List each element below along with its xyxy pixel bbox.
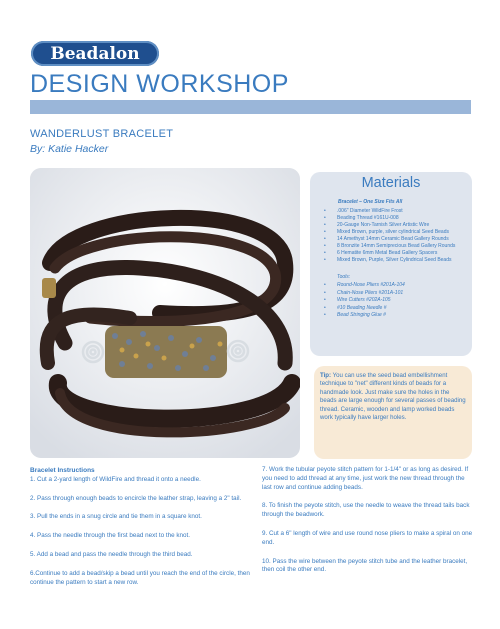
instruction-step: 1. Cut a 2-yard length of WildFire and thread it onto a needle. xyxy=(30,475,201,483)
instruction-step: 5. Add a bead and pass the needle through the third bead. xyxy=(30,550,193,558)
title-banner xyxy=(30,100,471,114)
instructions-right-column xyxy=(262,466,474,585)
list-item: • Mixed Brown, purple, silver cylindrical Seed Beads xyxy=(324,229,455,236)
instruction-step: 9. Cut a 6" length of wire and use round nose pliers to make a spiral on one end. xyxy=(262,529,473,546)
tools-heading: Tools: xyxy=(337,274,351,280)
instruction-step: 3. Pull the ends in a snug circle and tie them in a square knot. xyxy=(30,513,202,521)
project-author: By: Katie Hacker xyxy=(30,143,109,155)
beadalon-logo: Beadalon xyxy=(31,41,159,66)
tip-text: You can use the seed bead embellishment technique to "net" different kinds of beads for a handmade look. Just make sure the holes in the beads are large enough for several passes of beading thread. Ceramic, wooden and lamp worked beads work typically have larger holes. xyxy=(320,372,466,422)
instructions-left-column xyxy=(30,467,250,597)
instruction-step: 7. Work the tubular peyote stitch pattern for 1-1/4" or as long as desired. If you need to add thread at any time, just work the new thread through the last row and continue adding beads. xyxy=(262,466,469,491)
materials-list xyxy=(324,208,455,264)
list-item: • Mixed Brown, Purple, Silver Cylindrical Seed Beads xyxy=(324,257,455,264)
bracelet-photo xyxy=(30,168,300,458)
instruction-step: 2. Pass through enough beads to encircle the leather strap, leaving a 2" tail. xyxy=(30,494,242,502)
list-item: • Beading Thread #161U-008 xyxy=(324,215,455,222)
list-item: • .006" Diameter WildFire Frost xyxy=(324,208,455,215)
instruction-step: 10. Pass the wire between the peyote stitch tube and the leather bracelet, then coil the other end. xyxy=(262,557,468,574)
list-item: • 6 Hematite 6mm Metal Bead Gallery Spacers xyxy=(324,250,455,257)
instructions-heading: Bracelet Instructions xyxy=(30,467,95,474)
instruction-step: 6.Continue to add a bead/skip a bead until you reach the end of the circle, then continue the pattern to start a new row. xyxy=(30,569,250,586)
list-item: • #10 Beading Needle # xyxy=(324,305,405,313)
series-title: DESIGN WORKSHOP xyxy=(30,70,289,98)
list-item: • Chain-Nose Pliers #201A-101 xyxy=(324,290,405,298)
materials-heading: Materials xyxy=(361,175,421,191)
list-item: • Round-Nose Pliers #201A-104 xyxy=(324,282,405,290)
instruction-step: 4. Pass the needle through the first bead next to the knot. xyxy=(30,532,190,540)
list-item: • Bead Stringing Glue # xyxy=(324,312,405,320)
tip-box xyxy=(314,366,472,459)
tools-list xyxy=(324,282,405,320)
materials-subheading: Bracelet – One Size Fits All xyxy=(338,199,403,205)
list-item: • Wire Cutters #202A-105 xyxy=(324,297,405,305)
materials-panel xyxy=(310,172,472,356)
list-item: • 14 Amethyst 14mm Ceramic Bead Gallery Rounds xyxy=(324,236,455,243)
list-item: • 8 Bronzite 14mm Semiprecious Bead Gallery Rounds xyxy=(324,243,455,250)
project-title: WANDERLUST BRACELET xyxy=(30,128,174,140)
instruction-step: 8. To finish the peyote stitch, use the needle to weave the thread tails back through the beadwork. xyxy=(262,502,470,519)
list-item: • 20-Gauge Non-Tarnish Silver Artistic Wire xyxy=(324,222,455,229)
tip-label: Tip: xyxy=(320,372,332,379)
